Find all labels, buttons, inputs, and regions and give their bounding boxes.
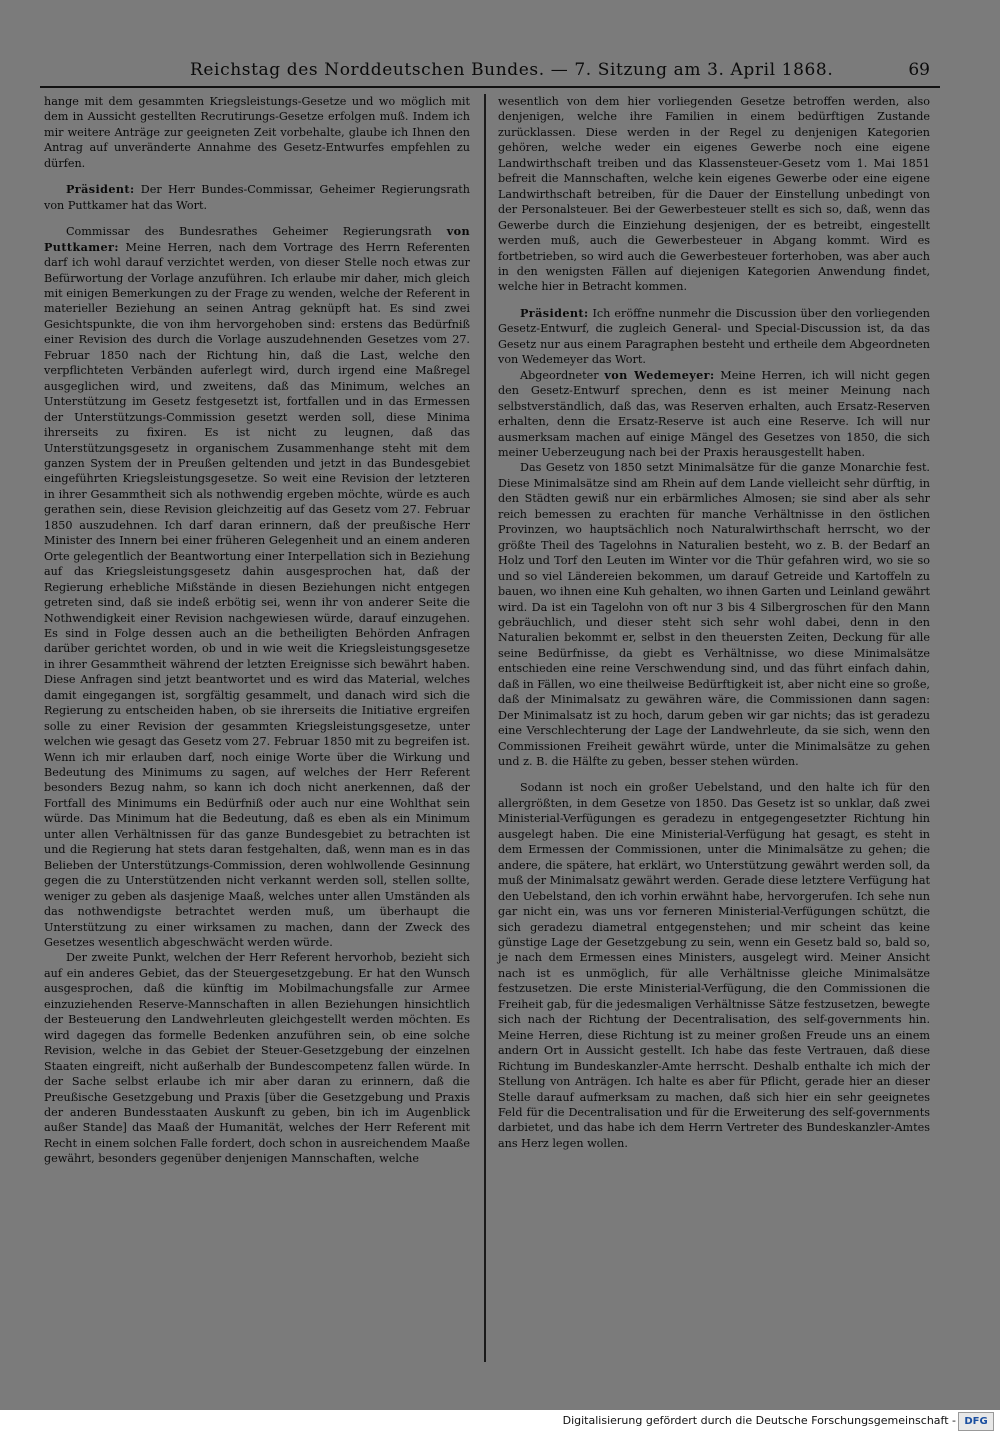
paragraph: hange mit dem gesammten Kriegsleistungs-Gesetze und wo möglich mit dem in Aussicht gestellten Recrutirungs-Gesetze erfolgen muß. Indem ich mir weitere Anträge zur geeigneten Zeit vorbehalte, glaube ich Ihnen den Antrag auf unveränderte Annahme des Gesetz-Entwurfes empfehlen zu dürfen. [44, 95, 470, 170]
header-rule [40, 86, 940, 88]
paragraph [44, 224, 470, 950]
paragraph: wesentlich von dem hier vorliegenden Gesetze betroffen werden, also denjenigen, welche ihre Familien in einem bedürftigen Zustande zurücklassen. Diese werden in der Regel zu denjenigen Kategorien gehören, welche weder ein eigenes Gewerbe noch eine eigene Landwirthschaft treiben und das Klassensteuer-Gesetz vom 1. Mai 1851 befreit die Mannschaften, welche kein eigenes Gewerbe oder eine eigene Landwirthschaft betreiben, für die Dauer der Einstellung unbedingt von der Personalsteuer. Bei der Gewerbesteuer stellt es sich so, daß, wenn das Gewerbe durch die Einziehung desjenigen, der es betreibt, eingestellt werden muß, auch die Gewerbesteuer in Abgang kommt. Wird es fortbetrieben, so wird auch die Gewerbesteuer forterhoben, was aber auch in den wenigsten Fällen auf diejenigen Kategorien Anwendung findet, welche hier in Betracht kommen. [498, 95, 930, 294]
speaker-name: Präsident: [520, 305, 589, 320]
paragraph [498, 306, 930, 368]
page-number: 69 [908, 60, 930, 80]
footer-bar [0, 1410, 1000, 1432]
speech-text: Der Herr Bundes-Commissar, Geheimer Regierungsrath von Puttkamer hat das Wort. [44, 183, 470, 212]
dfg-logo: DFG [958, 1412, 994, 1431]
speech-text: Ich eröffne nunmehr die Discussion über den vorliegenden Gesetz-Entwurf, die zugleich General- und Special-Discussion ist, da das Gesetz nur aus einem Paragraphen besteht und ertheile dem Abgeordneten von Wedemeyer das Wort. [498, 306, 930, 367]
speaker-name: von Puttkamer: [44, 224, 470, 254]
paragraph: Der zweite Punkt, welchen der Herr Referent hervorhob, bezieht sich auf ein anderes Gebiet, das der Steuergesetzgebung. Er hat den Wunsch ausgesprochen, daß die künftig im Mobilmachungsfalle zur Armee einzuziehenden Reserve-Mannschaften in allen Beziehungen hinsichtlich der Besteuerung den Landwehrleuten gleichgestellt werden möchten. Es wird dagegen das formelle Bedenken anzuführen sein, ob eine solche Revision, welche in das Gebiet der Steuer-Gesetzgebung der einzelnen Staaten eingreift, nicht außerhalb der Bundescompetenz fallen würde. In der Sache selbst erlaube ich mir aber daran zu erinnern, daß die Preußische Gesetzgebung und Praxis [über die Gesetzgebung und Praxis der anderen Bundesstaaten Auskunft zu geben, bin ich im Augenblick außer Stande] das Maaß der Humanität, welches der Herr Referent mit Recht in einem solchen Falle fordert, doch schon in ausreichendem Maaße gewährt, besonders gegenüber denjenigen Mannschaften, welche [44, 951, 470, 1166]
paragraph: Das Gesetz von 1850 setzt Minimalsätze für die ganze Monarchie fest. Diese Minimalsätze sind am Rhein auf dem Lande vielleicht sehr dürftig, in den Städten gewiß nur ein erbärmliches Almosen; sie sind aber als sehr reich bemessen zu erachten für manche Verhältnisse in den östlichen Provinzen, wo hauptsächlich noch Naturalwirthschaft herrscht, wo der größte Theil des Tagelohns in Naturalien besteht, wo z. B. der Bedarf an Holz und Torf den Leuten im Winter vor die Thür gefahren wird, wo sie so und so viel Ländereien bekommen, um darauf Getreide und Kartoffeln zu bauen, wo ihnen eine Kuh gehalten, wo ihnen Garten und Leinland gewährt wird. Da ist ein Tagelohn von oft nur 3 bis 4 Silbergroschen für den Mann gebräuchlich, und dieser steht sich sehr wohl dabei, denn in den Naturalien bekommt er, selbst in den theuersten Zeiten, Deckung für alle seine Bedürfnisse, da giebt es Verhältnisse, wo diese Minimalsätze entschieden eine reine Verschwendung sind, und das führt einfach dahin, daß in Fällen, wo eine theilweise Bedürftigkeit ist, aber nicht eine so große, daß der Minimalsatz zu gewähren wäre, die Commissionen dann sagen: Der Minimalsatz ist zu hoch, darum geben wir gar nichts; das ist geradezu eine Verschlechterung der Lage der Landwehrleute, da sie sich, wenn den Commissionen Freiheit gewährt würde, unter die Minimalsätze zu gehen und z. B. die Hälfte zu geben, besser stehen würden. [498, 461, 930, 769]
paragraph: Sodann ist noch ein großer Uebelstand, und den halte ich für den allergrößten, in dem Gesetze von 1850. Das Gesetz ist so unklar, daß zwei Ministerial-Verfügungen es geradezu in entgegengesetzter Richtung hin ausgelegt haben. Die eine Ministerial-Verfügung hat gesagt, es steht in dem Ermessen der Commissionen, unter die Minimalsätze zu gehen; die andere, die spätere, hat erklärt, wo Unterstützung gewährt werden soll, da muß der Minimalsatz gewährt werden. Gerade diese letztere Verfügung hat den Uebelstand, den ich vorhin erwähnt habe, hervorgerufen. Ich sehe nun gar nicht ein, was uns vor ferneren Ministerial-Verfügungen schützt, die sich geradezu diametral entgegenstehen; und mir scheint das keine günstige Lage der Gesetzgebung zu sein, wenn ein Gesetz bald so, bald so, je nach dem Ermessen eines Ministers, ausgelegt wird. Meiner Ansicht nach ist es unmöglich, für alle Verhältnisse gleiche Minimalsätze festzusetzen. Die erste Ministerial-Verfügung, die den Commissionen die Freiheit gab, für die jedesmaligen Verhältnisse Sätze festzusetzen, bewegte sich nach der Richtung der Decentralisation, des self-governments hin. Meine Herren, diese Richtung ist zu meiner großen Freude uns an einem andern Ort in Aussicht gestellt. Ich habe das feste Vertrauen, daß diese Richtung im Bundeskanzler-Amte herrscht. Deshalb enthalte ich mich der Stellung von Anträgen. Ich halte es aber für Pflicht, gerade hier an dieser Stelle darauf aufmerksam zu machen, daß sich hier ein sehr geeignetes Feld für die Decentralisation und für die Erweiterung des self-governments darbietet, und das habe ich dem Herrn Vertreter des Bundeskanzler-Amtes ans Herz legen wollen. [498, 781, 930, 1150]
paragraph [44, 182, 470, 213]
paragraph [498, 368, 930, 461]
running-title: Reichstag des Norddeutschen Bundes. — 7. Sitzung am 3. April 1868. [190, 60, 834, 80]
speaker-name: von Wedemeyer: [604, 367, 715, 382]
speaker-intro: Abgeordneter [520, 368, 605, 382]
left-column [44, 94, 470, 1167]
column-divider [484, 94, 486, 1362]
speaker-name: Präsident: [66, 182, 135, 197]
page-header [40, 58, 940, 84]
speaker-intro: Commissar des Bundesrathes Geheimer Regierungsrath [66, 225, 447, 239]
speech-text: Meine Herren, ich will nicht gegen den Gesetz-Entwurf sprechen, denn es ist meiner Meinung nach selbstverständlich, daß das, was Reserven erhalten, auch Ersatz-Reserven erhalten, denn die Ersatz-Reserve ist auch eine Reserve. Ich will nur ausmerksam machen auf einige Mängel des Gesetzes von 1850, die sich meiner Ueberzeugung nach bei der Praxis herausgestellt haben. [498, 368, 930, 459]
right-column [498, 94, 930, 1151]
speech-text: Meine Herren, nach dem Vortrage des Herrn Referenten darf ich wohl darauf verzichtet werden, von dieser Stelle noch etwas zur Befürwortung der Vorlage anzuführen. Ich erlaube mir daher, mich gleich mit einigen Bemerkungen zu der Frage zu wenden, welche der Referent in materieller Beziehung an seinen Antrag geknüpft hat. Es sind zwei Gesichtspunkte, die von ihm hervorgehoben sind: erstens das Bedürfniß einer Revision des durch die Vorlage auszudehnenden Gesetzes vom 27. Februar 1850 nach der Richtung hin, daß die Last, welche den verpflichteten Verbänden auferlegt wird, durch irgend eine Maßregel ausgeglichen wird, und zweitens, daß das Minimum, welches an Unterstützung im Gesetz festgesetzt ist, fortfallen und in das Ermessen der Unterstützungs-Commission gesetzt werden soll, diese Minima ihrerseits zu fixiren. Es ist nicht zu leugnen, daß das Unterstützungsgesetz in organischem Zusammenhange steht mit dem ganzen System der in Preußen geltenden und jetzt in das Bundesgebiet eingeführten Kriegsleistungsgesetze. So weit eine Revision der letzteren in ihrer Gesammtheit sich als nothwendig ergeben möchte, würde es auch gerathen sein, diese Revision gleichzeitig auf das Gesetz vom 27. Februar 1850 auszudehnen. Ich darf daran erinnern, daß der preußische Herr Minister des Innern bei einer früheren Gelegenheit und an einem anderen Orte gelegentlich der Beantwortung einer Interpellation sich in Beziehung auf das Kriegsleistungsgesetz dahin ausgesprochen hat, daß der Regierung erhebliche Mißstände in diesen Beziehungen nicht entgegen getreten sind, daß sie indeß erbötig sei, wenn ihr von anderer Seite die Nothwendigkeit einer Revision nachgewiesen würde, darauf einzugehen. Es sind in Folge dessen auch an die betheiligten Behörden Anfragen darüber gerichtet worden, ob und in wie weit die Kriegsleistungsgesetze in ihrer Gesammtheit während der letzten Ereignisse sich bewährt haben. Diese Anfragen sind jetzt beantwortet und es wird das Material, welches damit eingegangen ist, sorgfältig gesammelt, und danach wird sich die Regierung zu entscheiden haben, ob sie ihrerseits die Initiative ergreifen solle zu einer Revision der gesammten Kriegsleistungsgesetze, unter welchen wie gesagt das Gesetz vom 27. Februar 1850 mit zu begreifen ist. Wenn ich mir erlauben darf, noch einige Worte über die Wirkung und Bedeutung des Minimums zu sagen, auf welches der Herr Referent besonders Bezug nahm, so kann ich doch nicht anerkennen, daß der Fortfall des Minimums ein Bedürfniß oder auch nur eine Wohlthat sein würde. Das Minimum hat die Bedeutung, daß es eben als ein Minimum unter allen Verhältnissen für das ganze Bundesgebiet zu betrachten ist und die Regierung hat stets daran festgehalten, daß, wenn man es in das Belieben der Unterstützungs-Commission, deren wohlwollende Gesinnung gegen die zu Unterstützenden nicht verkannt werden soll, stellen sollte, weniger zu geben als dasjenige Maaß, welches unter allen Umständen als das nothwendigste betrachtet werden muß, um überhaupt die Unterstützung zu einer wirksamen zu machen, dann der Zweck des Gesetzes wesentlich abgeschwächt werden würde. [44, 240, 470, 950]
footer-credit: Digitalisierung gefördert durch die Deutsche Forschungsgemeinschaft - [562, 1414, 956, 1427]
